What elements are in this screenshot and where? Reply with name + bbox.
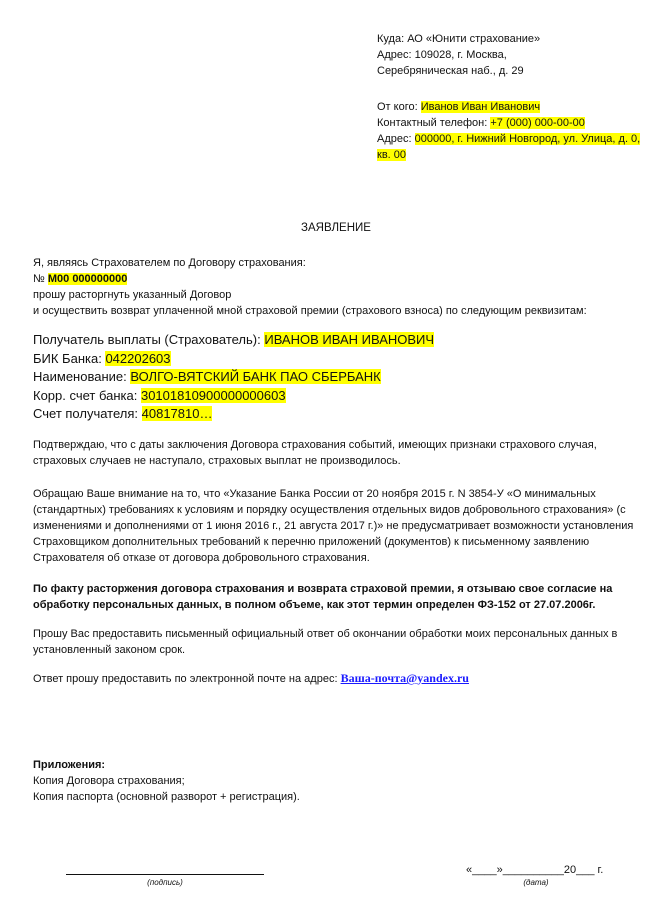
signature-line <box>66 874 264 875</box>
date-field: «____»__________20___ г. <box>466 864 604 876</box>
request-paragraph: Прошу Вас предоставить письменный официальный ответ об окончании обработки моих персональных данных в установленный законом срок. <box>33 628 618 656</box>
phone-row <box>377 115 662 131</box>
recipient-account-label: Счет получателя: <box>33 406 142 421</box>
corr-account-row <box>33 387 653 406</box>
intro-line3: прошу расторгнуть указанный Договор <box>33 289 232 301</box>
corr-account-value: 30101810900000000603 <box>140 387 286 403</box>
attachment-item: Копия паспорта (основной разворот + регистрация). <box>33 791 300 803</box>
sender-name: Иванов Иван Иванович <box>420 101 541 113</box>
sender-address-value-line2: кв. 00 <box>377 149 407 161</box>
signature-caption: (подпись) <box>147 878 183 887</box>
intro-line1: Я, являясь Страхователем по Договору страхования: <box>33 257 306 269</box>
addressee-address-line2: Серебряническая наб., д. 29 <box>377 65 524 77</box>
consent-paragraph: По факту расторжения договора страхования и возврата страховой премии, я отзываю свое согласие на обработку персональных данных, в полном объеме, как этот термин определен ФЗ-152 от 27.07.2006г. <box>33 583 613 611</box>
sender-row <box>377 99 662 115</box>
attachments-block <box>33 757 433 805</box>
recipient-value: ИВАНОВ ИВАН ИВАНОВИЧ <box>264 332 435 347</box>
attachment-item: Копия Договора страхования; <box>33 775 185 787</box>
bik-label: БИК Банка: <box>33 350 106 366</box>
intro-line4: и осуществить возврат уплаченной мной страховой премии (страхового взноса) по следующим реквизитам: <box>33 305 587 317</box>
recipient-account-value: 40817810… <box>141 406 213 421</box>
attention-paragraph: Обращаю Ваше внимание на то, что «Указание Банка России от 20 ноября 2015 г. N 3854-У «О минимальных (стандартных) требованиях к условиям и порядку осуществления отдельных видов добровольного страхования» (с изменениями и дополнениями от 1 июня 2016 г., 21 августа 2017 г.)» не предусматривает возможности установления Страховщиком дополнительных требований к перечню приложений (документов) к письменному заявлению Страхователя об отказе от договора добровольного страхования. <box>33 488 634 564</box>
date-caption: (дата) <box>523 878 549 887</box>
sender-address-row <box>377 131 662 147</box>
recipient-label: Получатель выплаты (Страхователь): <box>33 332 265 347</box>
bank-name-row <box>33 368 653 387</box>
recipient-row <box>33 331 653 350</box>
bik-row <box>33 350 653 369</box>
sender-address-row2 <box>377 147 662 163</box>
phone-label: Контактный телефон: <box>377 117 491 129</box>
email-link[interactable]: Ваша-почта@yandex.ru <box>340 671 469 685</box>
sender-label: От кого: <box>377 101 421 113</box>
document-title: ЗАЯВЛЕНИЕ <box>301 222 371 234</box>
sender-address-label: Адрес: <box>377 133 415 145</box>
contract-number-prefix: № <box>33 273 48 285</box>
bank-details <box>33 331 653 424</box>
confirm-paragraph: Подтверждаю, что с даты заключения Договора страхования событий, имеющих признаки страхового случая, страховых случаев не наступало, страховых выплат не производилось. <box>33 439 597 467</box>
bank-name-label: Наименование: <box>33 369 131 384</box>
contract-number-row <box>33 271 653 287</box>
bik-value: 042202603 <box>105 350 171 366</box>
addressee-block <box>377 31 662 163</box>
addressee-address-line1: Адрес: 109028, г. Москва, <box>377 49 507 61</box>
recipient-account-row <box>33 405 653 424</box>
attachments-heading: Приложения: <box>33 759 106 771</box>
email-paragraph <box>33 670 639 687</box>
sender-address-value-line1: 000000, г. Нижний Новгород, ул. Улица, д. 0, <box>414 133 641 145</box>
email-text: Ответ прошу предоставить по электронной почте на адрес: <box>33 673 341 685</box>
intro-block <box>33 255 653 319</box>
corr-account-label: Корр. счет банка: <box>33 387 141 403</box>
addressee-to: Куда: АО «Юнити страхование» <box>377 33 541 45</box>
contract-number: М00 000000000 <box>47 273 128 285</box>
phone-value: +7 (000) 000-00-00 <box>490 117 585 129</box>
bank-name-value: ВОЛГО-ВЯТСКИЙ БАНК ПАО СБЕРБАНК <box>130 369 381 384</box>
